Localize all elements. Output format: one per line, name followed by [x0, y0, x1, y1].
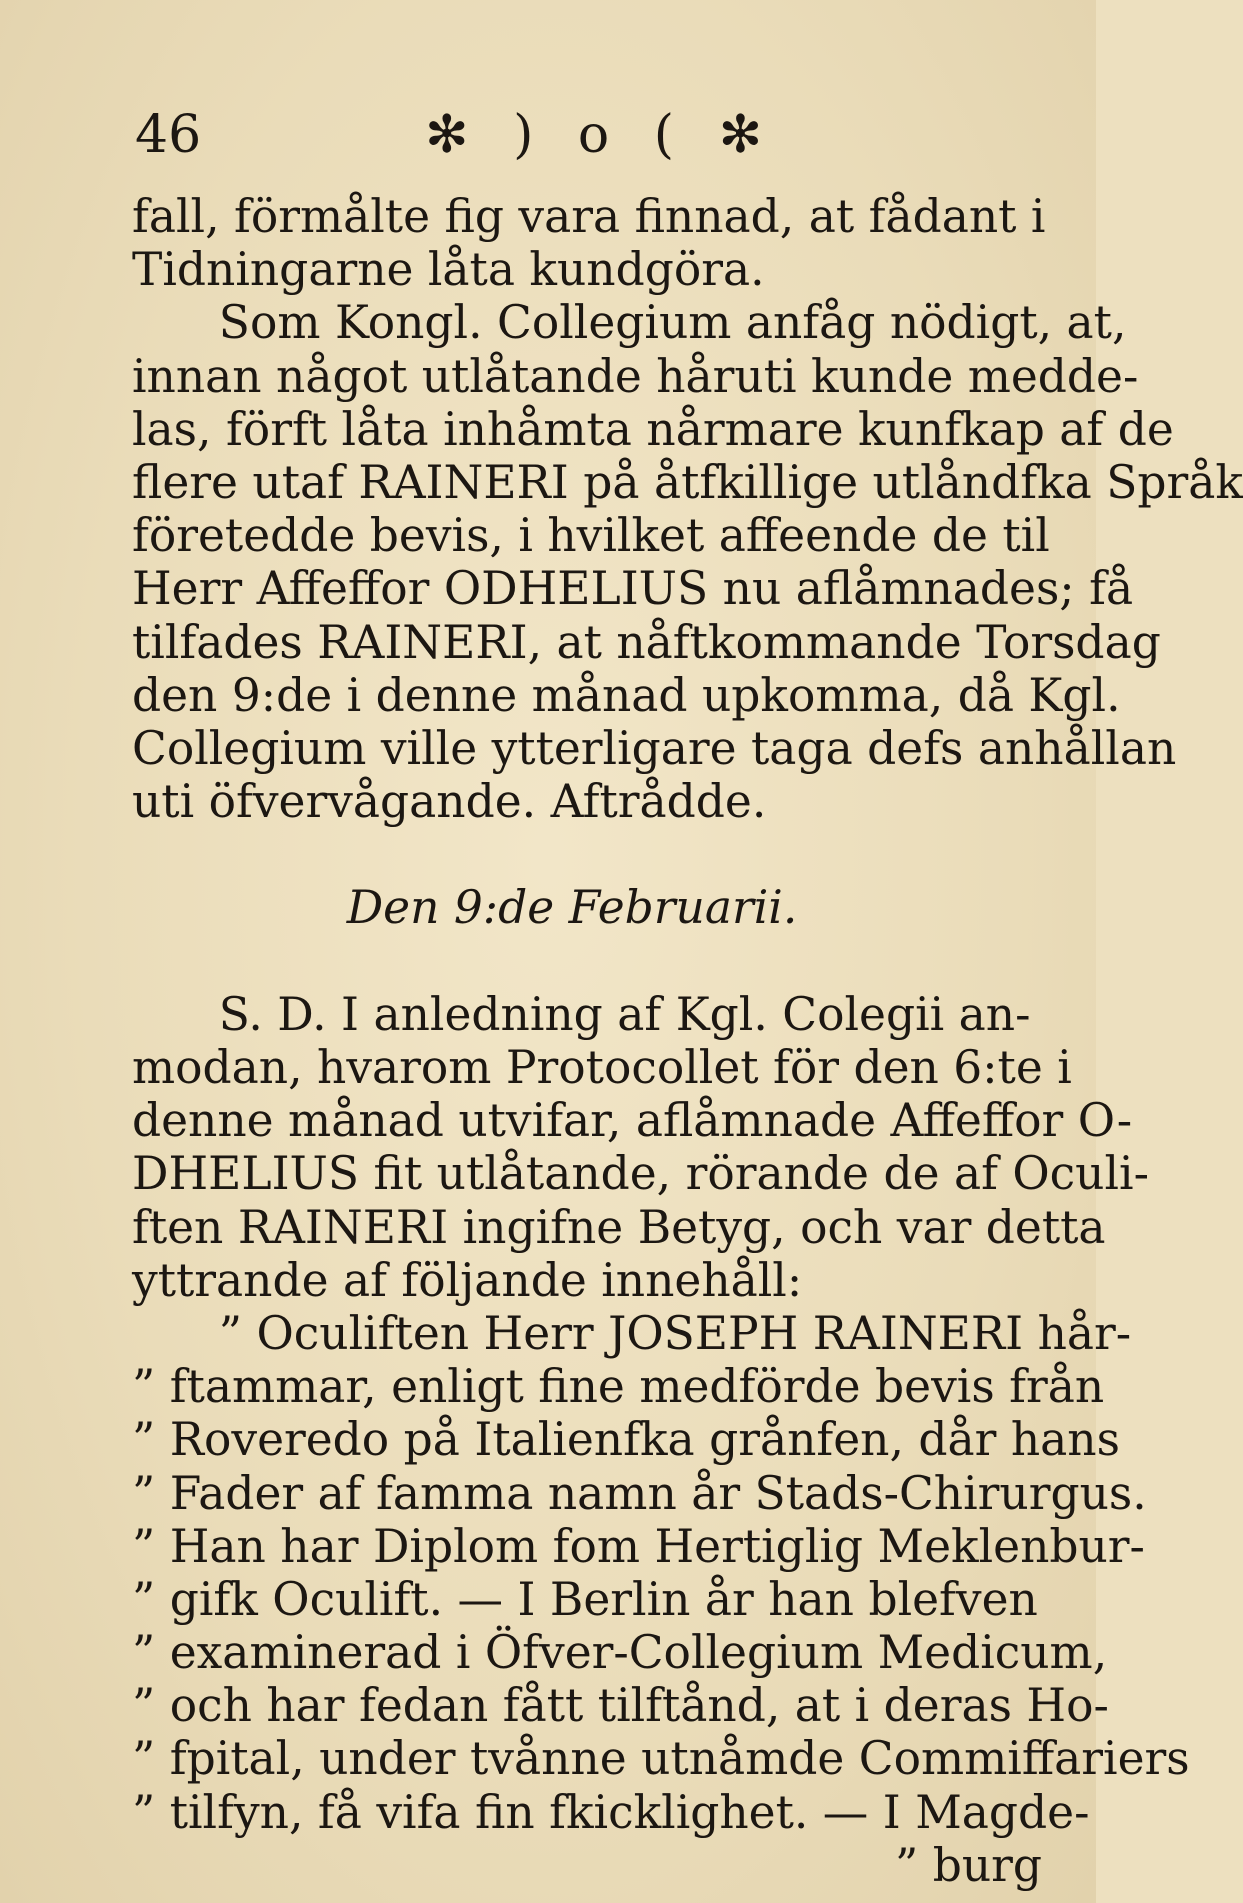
quote-line: ” tilfyn, få vifa fin fkicklighet. — I Magde-: [132, 1785, 1090, 1839]
text-line: Herr Affeffor ODHELIUS nu aflåmnades; få: [132, 562, 1134, 616]
page-header: [135, 105, 945, 175]
text-line: fall, förmålte fig vara finnad, at fådant i: [132, 190, 1046, 243]
text-line: DHELIUS fit utlåtande, rörande de af Oculi-: [132, 1147, 1149, 1201]
text-line: denne månad utvifar, aflåmnade Affeffor O-: [132, 1094, 1133, 1148]
body-text: [132, 190, 1243, 1892]
text-line: yttrande af följande innehåll:: [132, 1253, 803, 1307]
quote-line: ” gifk Oculift. — I Berlin år han blefven: [132, 1572, 1038, 1626]
section-gap: [132, 935, 1052, 988]
text-line: S. D. I anledning af Kgl. Colegii an-: [132, 987, 1031, 1041]
text-line: ften RAINERI ingifne Betyg, och var detta: [132, 1200, 1106, 1254]
section-gap: [132, 828, 1052, 881]
quote-line: ” ftammar, enligt fine medförde bevis från: [132, 1360, 1105, 1414]
catchword: ” burg: [894, 1838, 1042, 1892]
text-line: las, förft låta inhåmta nårmare kunfkap af de: [132, 402, 1174, 456]
quote-line: ” och har fedan fått tilftånd, at i deras Ho-: [132, 1679, 1109, 1733]
text-line: innan något utlåtande håruti kunde medde-: [132, 349, 1139, 403]
text-line: Tidningarne låta kundgöra.: [132, 243, 765, 297]
quote-line: ” Fader af famma namn år Stads-Chirurgus.: [132, 1466, 1147, 1520]
text-line: uti öfvervågande. Aftrådde.: [132, 775, 767, 829]
quote-line: ” Han har Diplom fom Hertiglig Meklenbur-: [132, 1519, 1145, 1573]
quote-line: ” fpital, under tvånne utnåmde Commiffariers: [132, 1732, 1190, 1786]
section-heading-date: Den 9:de Februarii.: [346, 881, 798, 935]
text-line: tilfades RAINERI, at nåftkommande Torsdag: [132, 615, 1161, 669]
text-line: den 9:de i denne månad upkomma, då Kgl.: [132, 668, 1121, 722]
text-line: Som Kongl. Collegium anfåg nödigt, at,: [132, 296, 1127, 350]
text-line: företedde bevis, i hvilket affeende de til: [132, 509, 1050, 563]
text-line: Collegium ville ytterligare taga defs anhållan: [132, 721, 1177, 775]
running-head: ✻ ) o ( ✻: [425, 105, 777, 165]
quote-line: ” Oculiften Herr JOSEPH RAINERI hår-: [132, 1306, 1132, 1360]
text-line: flere utaf RAINERI på åtfkillige utlåndfka Språk: [132, 455, 1243, 509]
page-number: 46: [135, 105, 202, 165]
quote-line: ” examinerad i Öfver-Collegium Medicum,: [132, 1626, 1108, 1680]
quote-line: ” Roveredo på Italienfka grånfen, dår hans: [132, 1413, 1120, 1467]
text-line: modan, hvarom Protocollet för den 6:te i: [132, 1041, 1072, 1094]
